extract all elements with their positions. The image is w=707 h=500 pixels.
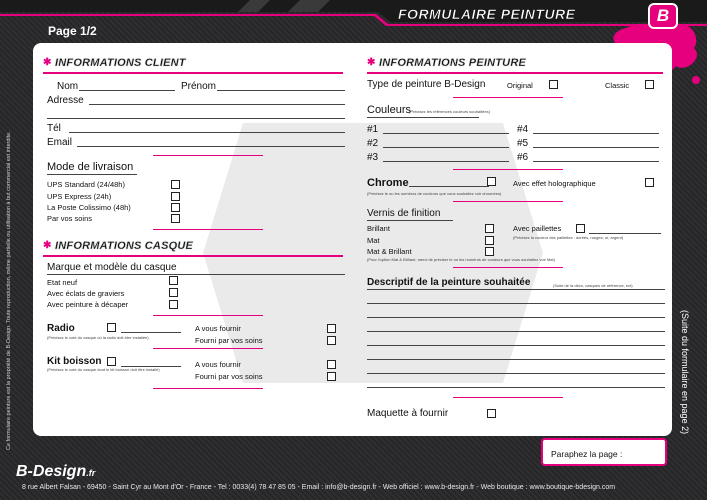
maquette-checkbox[interactable] [487,409,496,418]
couleur-2-label: #2 [367,138,379,149]
couleur-1-label: #1 [367,124,379,135]
footer-logo-suffix: .fr [86,468,96,478]
paraph-box[interactable] [541,438,667,466]
kit-boisson-label: Kit boisson [47,356,102,367]
divider [153,348,263,349]
paillettes-note: (Précisez la couleur des paillettes : dorées, rouges, or, argent) [513,235,624,240]
mat-brillant-label: Mat & Brillant [367,247,412,256]
divider [453,397,563,398]
couleur-5-field[interactable] [533,147,659,148]
casque-section-title: INFORMATIONS CASQUE [55,240,194,252]
adresse-label: Adresse [47,95,84,106]
vernis-label: Vernis de finition [367,208,441,219]
livraison-ups-standard: UPS Standard (24/48h) [47,180,125,189]
descriptif-line-8[interactable] [367,387,665,388]
couleur-4-field[interactable] [533,133,659,134]
descriptif-note: (Suite de la déco, casques de référence, ect) [553,283,633,288]
divider [153,155,263,156]
chrome-label: Chrome [367,177,409,189]
radio-checkbox[interactable] [107,323,116,332]
couleur-1-field[interactable] [383,133,509,134]
maquette-label: Maquette à fournir [367,408,449,419]
ups-express-checkbox[interactable] [171,192,180,201]
form-panel [33,43,672,436]
livraison-title: Mode de livraison [47,161,134,173]
decaper-checkbox[interactable] [169,300,178,309]
descriptif-line-4[interactable] [367,331,665,332]
radio-note: (Précisez le coté du casque où la radio doit être installée) [47,335,149,340]
colissimo-checkbox[interactable] [171,203,180,212]
kit-soins-checkbox[interactable] [327,372,336,381]
section-star-icon: ✱ [43,240,52,251]
client-title-bar [43,72,343,74]
page-number: Page 1/2 [48,24,97,38]
couleur-3-label: #3 [367,152,379,163]
descriptif-line-1[interactable] [367,289,665,290]
eclats-label: Avec éclats de graviers [47,289,125,298]
nom-label: Nom [57,81,79,92]
adresse-field-1[interactable] [89,104,345,105]
chrome-checkbox[interactable] [487,177,496,186]
etat-neuf-checkbox[interactable] [169,276,178,285]
kit-fournir-label: A vous fournir [195,360,241,369]
divider [453,169,563,170]
type-peinture-label: Type de peinture B-Design [367,79,486,90]
radio-fournir-checkbox[interactable] [327,324,336,333]
radio-fournir-label: A vous fournir [195,324,241,333]
email-label: Email [47,137,73,148]
decaper-label: Avec peinture à décaper [47,300,129,309]
livraison-colissimo: La Poste Colissimo (48h) [47,203,131,212]
descriptif-label: Descriptif de la peinture souhaitée [367,277,531,288]
paillettes-checkbox[interactable] [576,224,585,233]
section-star-icon: ✱ [367,57,376,68]
vernis-underline [367,220,453,221]
couleur-4-label: #4 [517,124,529,135]
radio-field[interactable] [121,332,181,333]
couleurs-label: Couleurs [367,104,412,116]
brillant-label: Brillant [367,224,390,233]
etat-neuf-label: Etat neuf [47,278,78,287]
classic-checkbox[interactable] [645,80,654,89]
holographique-checkbox[interactable] [645,178,654,187]
classic-label: Classic [605,81,630,90]
divider [153,229,263,230]
footer-logo-text: B-Design [16,463,87,480]
divider [453,201,563,202]
couleur-3-field[interactable] [383,161,509,162]
casque-title-bar [43,255,343,257]
prenom-label: Prénom [181,81,217,92]
marque-label: Marque et modèle du casque [47,262,177,273]
couleurs-note: (Précisez les références couleurs souhaitées) [409,109,490,114]
descriptif-line-5[interactable] [367,345,665,346]
descriptif-line-2[interactable] [367,303,665,304]
suite-page-2-note: (Suite du formulaire en page 2) [680,310,690,435]
descriptif-line-7[interactable] [367,373,665,374]
mat-brillant-note: (Pour l'option Mat & Brillant, merci de préciser le ou les numéros de couleurs que vous souhaitez voir Mat) [367,257,555,262]
mat-checkbox[interactable] [485,236,494,245]
radio-label: Radio [47,323,75,334]
livraison-ups-express: UPS Express (24h) [47,192,112,201]
couleur-6-field[interactable] [533,161,659,162]
kit-soins-label: Fourni par vos soins [195,372,263,381]
client-section-title: INFORMATIONS CLIENT [55,57,186,69]
section-star-icon: ✱ [43,57,52,68]
descriptif-line-6[interactable] [367,359,665,360]
copyright-side-text: Ce formulaire peinture est la propriété de B-Design. Toute reproduction, même partielle ou utilisation à but commercial est interdite. [6,131,12,450]
nom-field[interactable] [79,90,175,91]
footer-logo [16,463,95,481]
original-label: Original [507,81,533,90]
par-vos-soins-checkbox[interactable] [171,214,180,223]
descriptif-line-3[interactable] [367,317,665,318]
radio-soins-checkbox[interactable] [327,336,336,345]
tel-label: Tél [47,123,61,134]
peinture-section-title: INFORMATIONS PEINTURE [379,57,526,69]
b-design-logo: B [648,3,678,29]
divider [453,97,563,98]
mat-label: Mat [367,236,380,245]
couleur-5-label: #5 [517,138,529,149]
paillettes-label: Avec paillettes [513,224,562,233]
couleur-6-label: #6 [517,152,529,163]
livraison-par-vos-soins: Par vos soins [47,214,93,223]
original-checkbox[interactable] [549,80,558,89]
marque-field[interactable] [47,274,345,275]
couleurs-underline [367,117,479,118]
paraph-label: Paraphez la page : [551,449,623,459]
eclats-checkbox[interactable] [169,288,178,297]
kit-boisson-checkbox[interactable] [107,357,116,366]
email-field[interactable] [77,146,345,147]
divider [153,388,263,389]
holographique-label: Avec effet holographique [513,179,596,188]
header-stripes [0,0,707,26]
radio-soins-label: Fourni par vos soins [195,336,263,345]
adresse-field-2[interactable] [47,118,345,119]
paillettes-field[interactable] [589,233,661,234]
divider [453,267,563,268]
mat-brillant-checkbox[interactable] [485,247,494,256]
kit-fournir-checkbox[interactable] [327,360,336,369]
couleur-2-field[interactable] [383,147,509,148]
prenom-field[interactable] [217,90,345,91]
footer-address: 8 rue Albert Falsan - 69450 - Saint Cyr au Mont d'Or - France - Tel : 0033(4) 78 47 85 05 - Email : info@b-design.fr - Web officiel : www.b-design.fr - Web boutique : www.boutique-bdesign.com [22,484,616,491]
tel-field[interactable] [69,132,345,133]
ups-standard-checkbox[interactable] [171,180,180,189]
divider [153,315,263,316]
chrome-field[interactable] [409,186,489,187]
peinture-title-bar [367,72,663,74]
livraison-underline [47,174,137,175]
brillant-checkbox[interactable] [485,224,494,233]
chrome-note: (Précisez le ou les numéros de couleurs que vous souhaitez voir chromées) [367,191,502,196]
kit-boisson-note: (Précisez le coté du casque dont le kit boisson doit être installé) [47,367,160,372]
form-title: FORMULAIRE PEINTURE [398,6,576,22]
